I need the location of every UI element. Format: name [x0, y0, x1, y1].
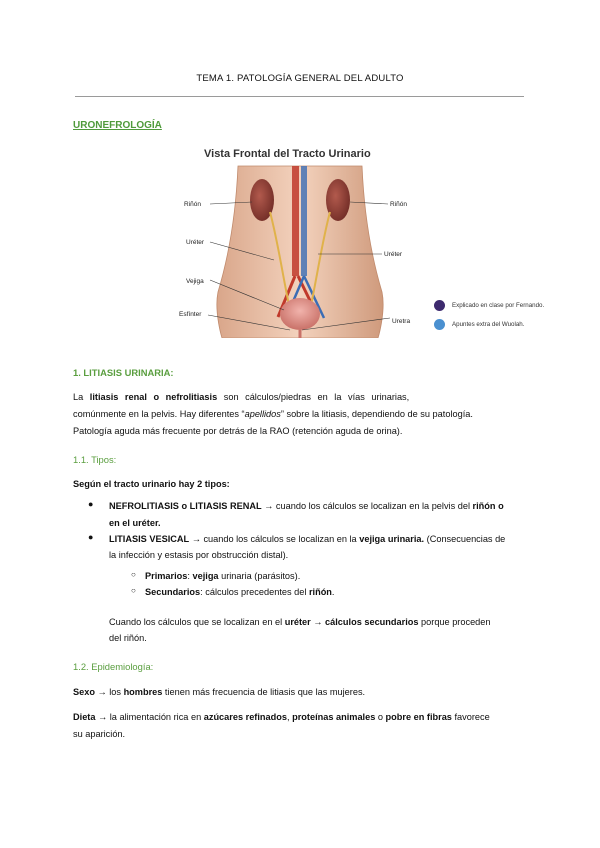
paragraph-litiasis-line3: Patología aguda más frecuente por detrás de la RAO (retención aguda de orina).: [73, 426, 403, 436]
header-divider: [75, 96, 524, 97]
epidemiologia-dieta-line1: Dieta → la alimentación rica en azúcares refinados, proteínas animales o pobre en fibras favorece: [73, 712, 490, 722]
label-rinon-right: Riñón: [390, 201, 407, 208]
label-esfinter: Esfínter: [179, 311, 202, 318]
bullet-nefrolitiasis-line1: NEFROLITIASIS o LITIASIS RENAL → cuando los cálculos se localizan en la pelvis del riñón o: [109, 501, 504, 511]
label-rinon-left: Riñón: [184, 201, 201, 208]
legend-item-clase: [434, 300, 544, 311]
note-ureter-line1: Cuando los cálculos que se localizan en el uréter → cálculos secundarios porque proceden: [109, 617, 491, 627]
legend-dot-purple: [434, 300, 445, 311]
legend-text-clase: Explicado en clase por Fernando.: [452, 302, 545, 309]
aorta-shape: [292, 166, 299, 276]
heading-litiasis-urinaria: 1. LITIASIS URINARIA:: [73, 367, 174, 378]
vena-cava-shape: [301, 166, 307, 276]
section-title-uronefrologia[interactable]: URONEFROLOGÍA: [73, 120, 162, 131]
epidemiologia-sexo: Sexo → los hombres tienen más frecuencia de litiasis que las mujeres.: [73, 687, 366, 697]
sub-bullet-icon: ○: [131, 586, 136, 595]
legend-item-wuolah: [434, 319, 524, 330]
label-uretra: Uretra: [392, 318, 411, 325]
figure-title: Vista Frontal del Tracto Urinario: [204, 148, 371, 160]
heading-epidemiologia: 1.2. Epidemiología:: [73, 661, 154, 672]
heading-tipos: 1.1. Tipos:: [73, 454, 117, 465]
bullet-vesical-line2: la infección y estasis por obstrucción distal).: [109, 550, 289, 560]
paragraph-litiasis-line1: La litiasis renal o nefrolitiasis son cálculos/piedras en la vías urinarias,: [73, 392, 410, 402]
sub-bullet-secundarios: Secundarios: cálculos precedentes del riñón.: [145, 587, 335, 597]
sub-bullet-icon: ○: [131, 570, 136, 579]
bladder-shape: [280, 298, 320, 330]
label-ureter-right: Uréter: [384, 251, 403, 258]
bullet-vesical-line1: LITIASIS VESICAL → cuando los cálculos se localizan en la vejiga urinaria. (Consecuencias de: [109, 534, 506, 544]
epidemiologia-dieta-line2: su aparición.: [73, 729, 126, 739]
urinary-tract-figure: [178, 142, 424, 338]
urinary-tract-illustration: [178, 142, 424, 338]
page-header-title: TEMA 1. PATOLOGÍA GENERAL DEL ADULTO: [196, 73, 404, 84]
legend-dot-blue: [434, 319, 445, 330]
tipos-intro: Según el tracto urinario hay 2 tipos:: [73, 479, 230, 489]
label-ureter-left: Uréter: [186, 239, 205, 246]
bullet-nefrolitiasis-line2: en el uréter.: [109, 518, 161, 528]
paragraph-litiasis-line2: comúnmente en la pelvis. Hay diferentes “apellidos” sobre la litiasis, dependiendo de su patología.: [73, 409, 473, 419]
note-ureter-line2: del riñón.: [109, 633, 147, 643]
bullet-icon: ●: [88, 499, 94, 509]
sub-bullet-primarios: Primarios: vejiga urinaria (parásitos).: [145, 571, 301, 581]
bullet-icon: ●: [88, 532, 94, 542]
label-vejiga: Vejiga: [186, 278, 204, 285]
legend-text-wuolah: Apuntes extra del Wuolah.: [452, 321, 525, 328]
